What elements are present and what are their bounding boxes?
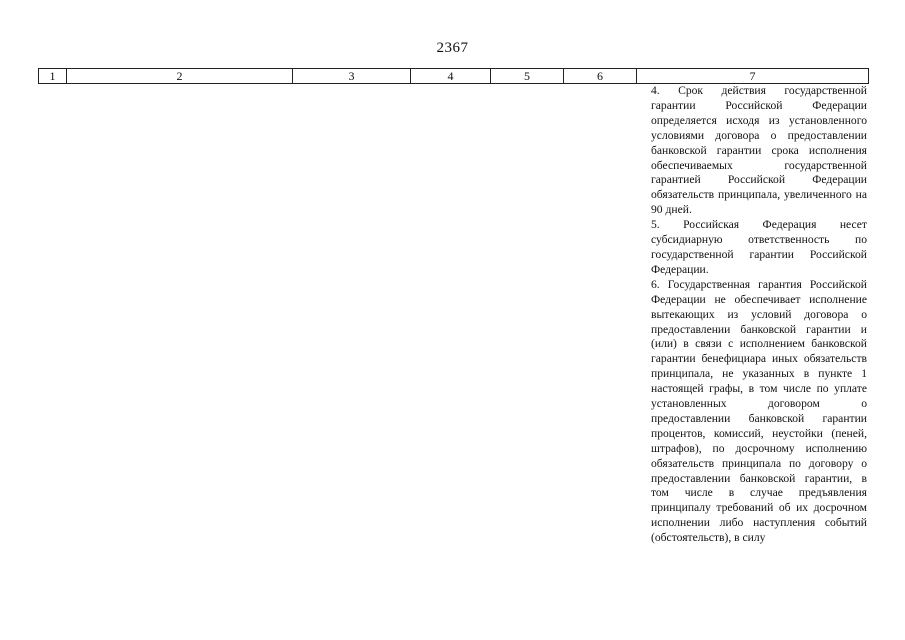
column-number-1: 1 — [39, 69, 67, 83]
column-7-text — [651, 84, 867, 546]
column-number-5: 5 — [491, 69, 564, 83]
paragraph-4: 4. Срок действия государственной гарантии Российской Федерации определяется исходя из установленного условиями договора о предоставлении банковской гарантии срока исполнения обеспечиваемых государственной гарантией Российской Федерации обязательств принципала, увеличенного на 90 дней. — [651, 84, 867, 217]
column-number-3: 3 — [293, 69, 411, 83]
column-number-4: 4 — [411, 69, 491, 83]
column-number-2: 2 — [67, 69, 293, 83]
page-number: 2367 — [436, 40, 469, 56]
paragraph-5: 5. Российская Федерация несет субсидиарную ответственность по государственной гарантии Российской Федерации. — [651, 218, 867, 276]
column-number-7: 7 — [749, 69, 756, 83]
paragraph-6: 6. Государственная гарантия Российской Федерации не обеспечивает исполнение вытекающих из условий договора о предоставлении банковской гарантии и (или) в связи с исполнением банковской гарантии бенефициара иных обязательств принципала, не указанных в пункте 1 настоящей графы, в том числе по уплате установленных договором о предоставлении банковской гарантии процентов, комиссий, неустойки (пеней, штрафов), по досрочному исполнению обязательств принципала по договору о предоставлении банковской гарантии, в том числе в случае предъявления принципалу требований об их досрочном исполнении либо наступления событий (обстоятельств), в силу — [651, 277, 867, 545]
table-header-row — [38, 68, 869, 84]
column-number-6: 6 — [564, 69, 637, 83]
